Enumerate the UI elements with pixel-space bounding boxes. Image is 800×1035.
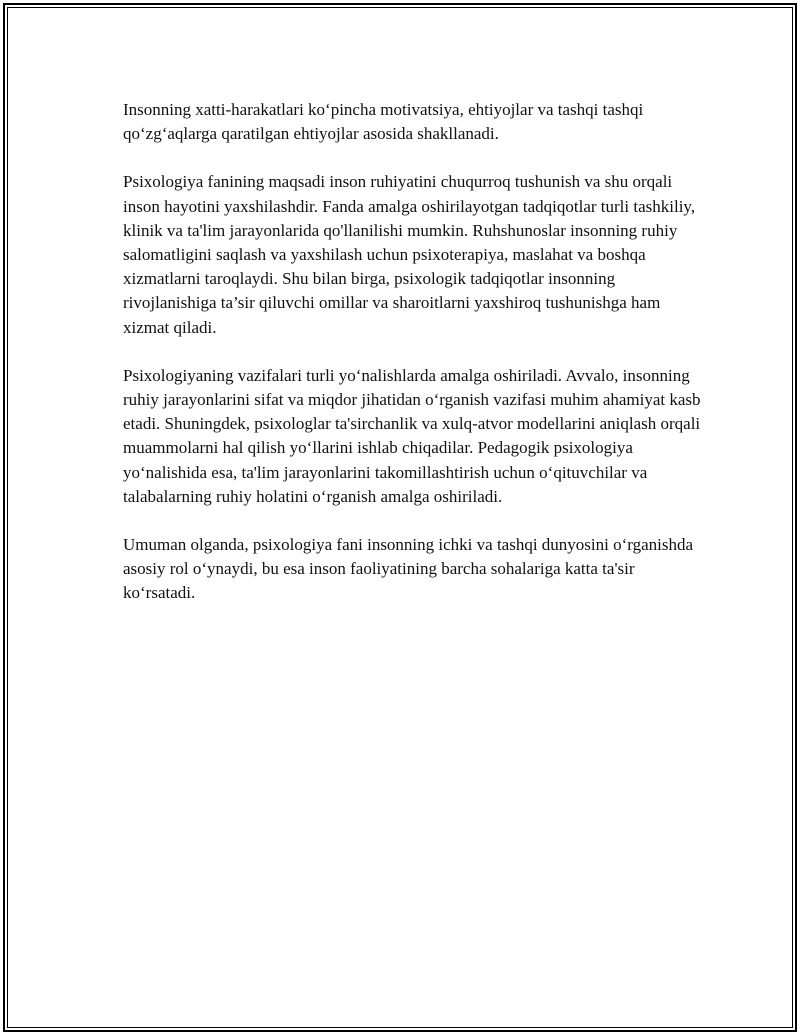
- paragraph-3: Psixologiyaning vazifalari turli yo‘nalishlarda amalga oshiriladi. Avvalo, insonning ruhiy jarayonlarini sifat va miqdor jihatidan o‘rganish vazifasi muhim ahamiyat kasb etadi. Shuningdek, psixologlar ta'sirchanlik va xulq-atvor modellarini aniqlash orqali muammolarni hal qilish yo‘llarini ishlab chiqadilar. Pedagogik psixologiya yo‘nalishida esa, ta'lim jarayonlarini takomillashtirish uchun o‘qituvchilar va talabalarning ruhiy holatini o‘rganish amalga oshiriladi.: [123, 365, 701, 506]
- paragraph-4: Umuman olganda, psixologiya fani insonning ichki va tashqi dunyosini o‘rganishda asosiy rol o‘ynaydi, bu esa inson faoliyatining barcha sohalariga katta ta'sir ko‘rsatadi.: [123, 535, 694, 603]
- paragraph-1: Insonning xatti-harakatlari ko‘pincha motivatsiya, ehtiyojlar va tashqi tashqi qo‘zg‘aqlarga qaratilgan ehtiyojlar asosida shakllanadi.: [123, 100, 644, 144]
- page-border: [3, 3, 797, 1032]
- document-body: [123, 98, 703, 630]
- paragraph-2: Psixologiya fanining maqsadi inson ruhiyatini chuqurroq tushunish va shu orqali inson hayotini yaxshilashdir. Fanda amalga oshirilayotgan tadqiqotlar turli tashkiliy, klinik va ta'lim jarayonlarida qo'llanilishi mumkin. Ruhshunoslar insonning ruhiy salomatligini saqlash va yaxshilash uchun psixoterapiya, maslahat va boshqa xizmatlarni taroqlaydi. Shu bilan birga, psixologik tadqiqotlar insonning rivojlanishiga ta’sir qiluvchi omillar va sharoitlarni yaxshiroq tushunishga ham xizmat qiladi.: [123, 172, 696, 337]
